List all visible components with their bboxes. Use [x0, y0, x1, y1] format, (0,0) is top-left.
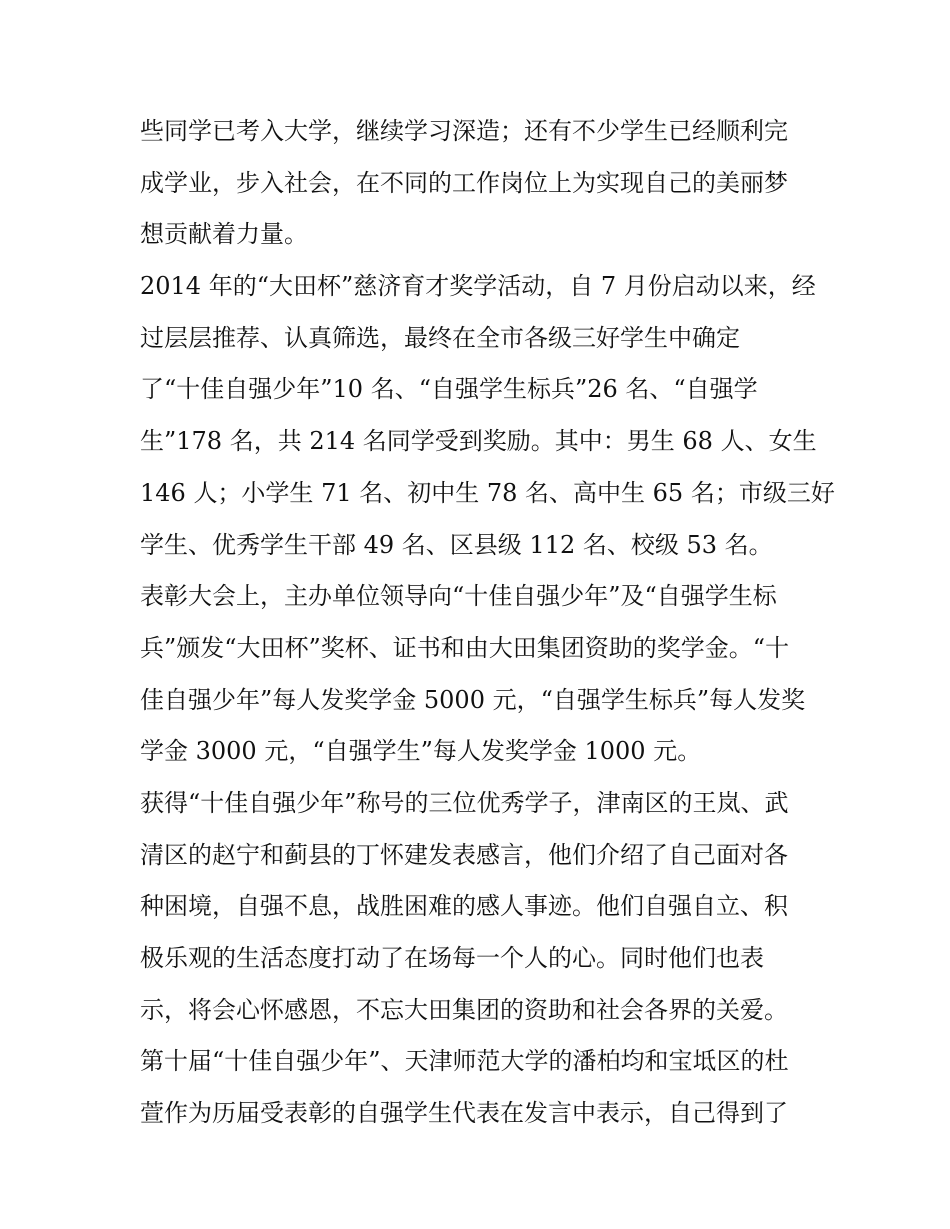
- text-line: 种困境，自强不息，战胜困难的感人事迹。他们自强自立、积: [140, 892, 788, 921]
- text-line: 生”178 名，共 214 名同学受到奖励。其中：男生 68 人、女生: [140, 427, 817, 456]
- text-line: 2014 年的“大田杯”慈济育才奖学活动，自 7 月份启动以来，经: [140, 272, 816, 301]
- text-line: 极乐观的生活态度打动了在场每一个人的心。同时他们也表: [140, 944, 764, 972]
- text-line: 成学业，步入社会，在不同的工作岗位上为实现自己的美丽梦: [140, 168, 788, 197]
- text-line: 146 人；小学生 71 名、初中生 78 名、高中生 65 名；市级三好: [140, 478, 835, 507]
- text-line: 过层层推荐、认真筛选，最终在全市各级三好学生中确定: [140, 323, 740, 352]
- text-line: 获得“十佳自强少年”称号的三位优秀学子，津南区的王岚、武: [140, 788, 789, 817]
- body-text: [140, 106, 835, 1140]
- text-line: 了“十佳自强少年”10 名、“自强学生标兵”26 名、“自强学: [140, 375, 758, 404]
- text-line: 萱作为历届受表彰的自强学生代表在发言中表示，自己得到了: [140, 1099, 788, 1128]
- text-line: 兵”颁发“大田杯”奖杯、证书和由大田集团资助的奖学金。“十: [140, 633, 790, 662]
- text-line: 第十届“十佳自强少年”、天津师范大学的潘柏均和宝坻区的杜: [140, 1047, 789, 1076]
- text-line: 表彰大会上，主办单位领导向“十佳自强少年”及“自强学生标: [140, 582, 777, 611]
- text-line: 些同学已考入大学，继续学习深造；还有不少学生已经顺利完: [140, 117, 788, 145]
- text-line: 示，将会心怀感恩，不忘大田集团的资助和社会各界的关爱。: [140, 995, 788, 1024]
- text-line: 清区的赵宁和蓟县的丁怀建发表感言，他们介绍了自己面对各: [140, 840, 788, 869]
- text-line: 佳自强少年”每人发奖学金 5000 元，“自强学生标兵”每人发奖: [140, 685, 806, 714]
- text-line: 学生、优秀学生干部 49 名、区县级 112 名、校级 53 名。: [140, 530, 773, 559]
- text-line: 想贡献着力量。: [140, 220, 308, 249]
- text-line: 学金 3000 元，“自强学生”每人发奖学金 1000 元。: [140, 737, 702, 766]
